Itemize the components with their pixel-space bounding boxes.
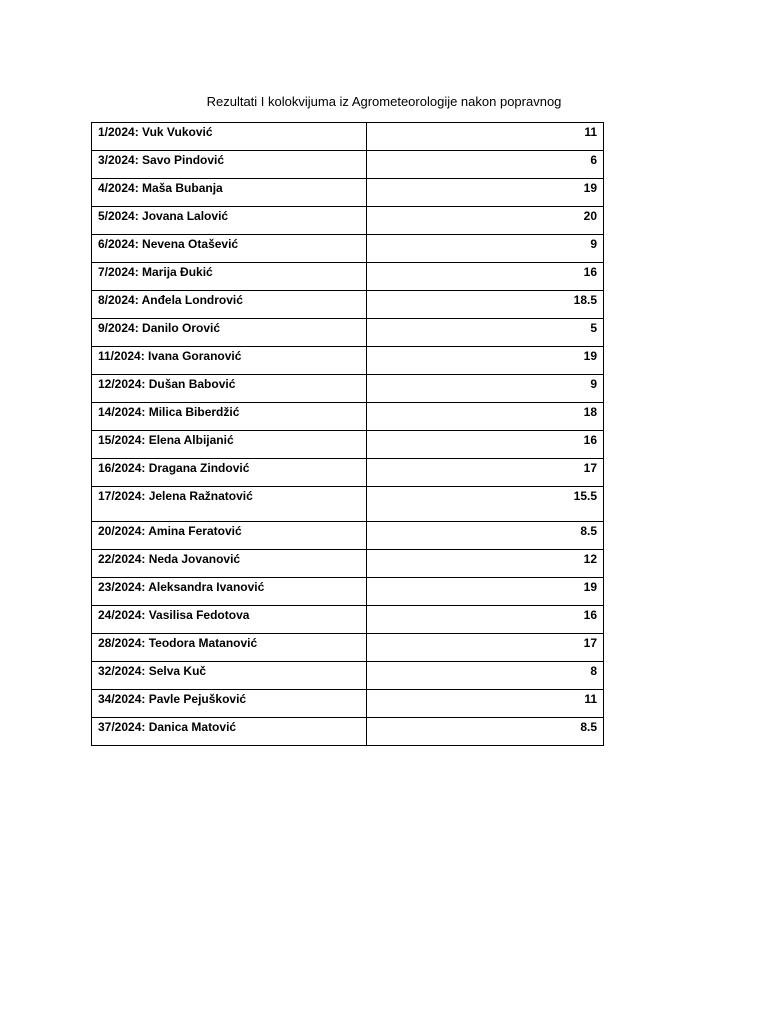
- score-cell: 20: [367, 207, 604, 235]
- table-row: [92, 690, 604, 718]
- student-cell: 6/2024: Nevena Otašević: [92, 235, 367, 263]
- table-row: [92, 550, 604, 578]
- table-row: [92, 522, 604, 550]
- table-row: [92, 235, 604, 263]
- student-cell: 3/2024: Savo Pindović: [92, 151, 367, 179]
- student-cell: 32/2024: Selva Kuč: [92, 662, 367, 690]
- results-table: [91, 122, 604, 746]
- score-cell: 8: [367, 662, 604, 690]
- table-row: [92, 431, 604, 459]
- table-row: [92, 578, 604, 606]
- score-cell: 11: [367, 123, 604, 151]
- student-cell: 22/2024: Neda Jovanović: [92, 550, 367, 578]
- score-cell: 15.5: [367, 487, 604, 522]
- table-row: [92, 375, 604, 403]
- student-cell: 37/2024: Danica Matović: [92, 718, 367, 746]
- score-cell: 17: [367, 459, 604, 487]
- score-cell: 11: [367, 690, 604, 718]
- score-cell: 16: [367, 431, 604, 459]
- student-cell: 24/2024: Vasilisa Fedotova: [92, 606, 367, 634]
- table-row: [92, 291, 604, 319]
- score-cell: 6: [367, 151, 604, 179]
- score-cell: 9: [367, 375, 604, 403]
- table-row: [92, 487, 604, 522]
- score-cell: 18: [367, 403, 604, 431]
- score-cell: 8.5: [367, 718, 604, 746]
- student-cell: 4/2024: Maša Bubanja: [92, 179, 367, 207]
- student-cell: 17/2024: Jelena Ražnatović: [92, 487, 367, 522]
- score-cell: 19: [367, 578, 604, 606]
- student-cell: 1/2024: Vuk Vuković: [92, 123, 367, 151]
- student-cell: 9/2024: Danilo Orović: [92, 319, 367, 347]
- table-row: [92, 662, 604, 690]
- table-row: [92, 263, 604, 291]
- table-row: [92, 403, 604, 431]
- student-cell: 28/2024: Teodora Matanović: [92, 634, 367, 662]
- table-row: [92, 718, 604, 746]
- student-cell: 34/2024: Pavle Pejušković: [92, 690, 367, 718]
- score-cell: 17: [367, 634, 604, 662]
- table-row: [92, 123, 604, 151]
- score-cell: 19: [367, 347, 604, 375]
- score-cell: 18.5: [367, 291, 604, 319]
- table-row: [92, 151, 604, 179]
- table-row: [92, 606, 604, 634]
- student-cell: 12/2024: Dušan Babović: [92, 375, 367, 403]
- score-cell: 16: [367, 263, 604, 291]
- student-cell: 11/2024: Ivana Goranović: [92, 347, 367, 375]
- student-cell: 16/2024: Dragana Zindović: [92, 459, 367, 487]
- student-cell: 20/2024: Amina Feratović: [92, 522, 367, 550]
- score-cell: 16: [367, 606, 604, 634]
- table-row: [92, 179, 604, 207]
- student-cell: 14/2024: Milica Biberdžić: [92, 403, 367, 431]
- score-cell: 5: [367, 319, 604, 347]
- score-cell: 9: [367, 235, 604, 263]
- student-cell: 23/2024: Aleksandra Ivanović: [92, 578, 367, 606]
- table-row: [92, 347, 604, 375]
- table-row: [92, 207, 604, 235]
- table-row: [92, 459, 604, 487]
- table-row: [92, 319, 604, 347]
- student-cell: 8/2024: Anđela Londrović: [92, 291, 367, 319]
- document-title: Rezultati I kolokvijuma iz Agrometeorologije nakon popravnog: [206, 94, 562, 109]
- table-row: [92, 634, 604, 662]
- score-cell: 8.5: [367, 522, 604, 550]
- student-cell: 5/2024: Jovana Lalović: [92, 207, 367, 235]
- student-cell: 7/2024: Marija Đukić: [92, 263, 367, 291]
- score-cell: 12: [367, 550, 604, 578]
- score-cell: 19: [367, 179, 604, 207]
- student-cell: 15/2024: Elena Albijanić: [92, 431, 367, 459]
